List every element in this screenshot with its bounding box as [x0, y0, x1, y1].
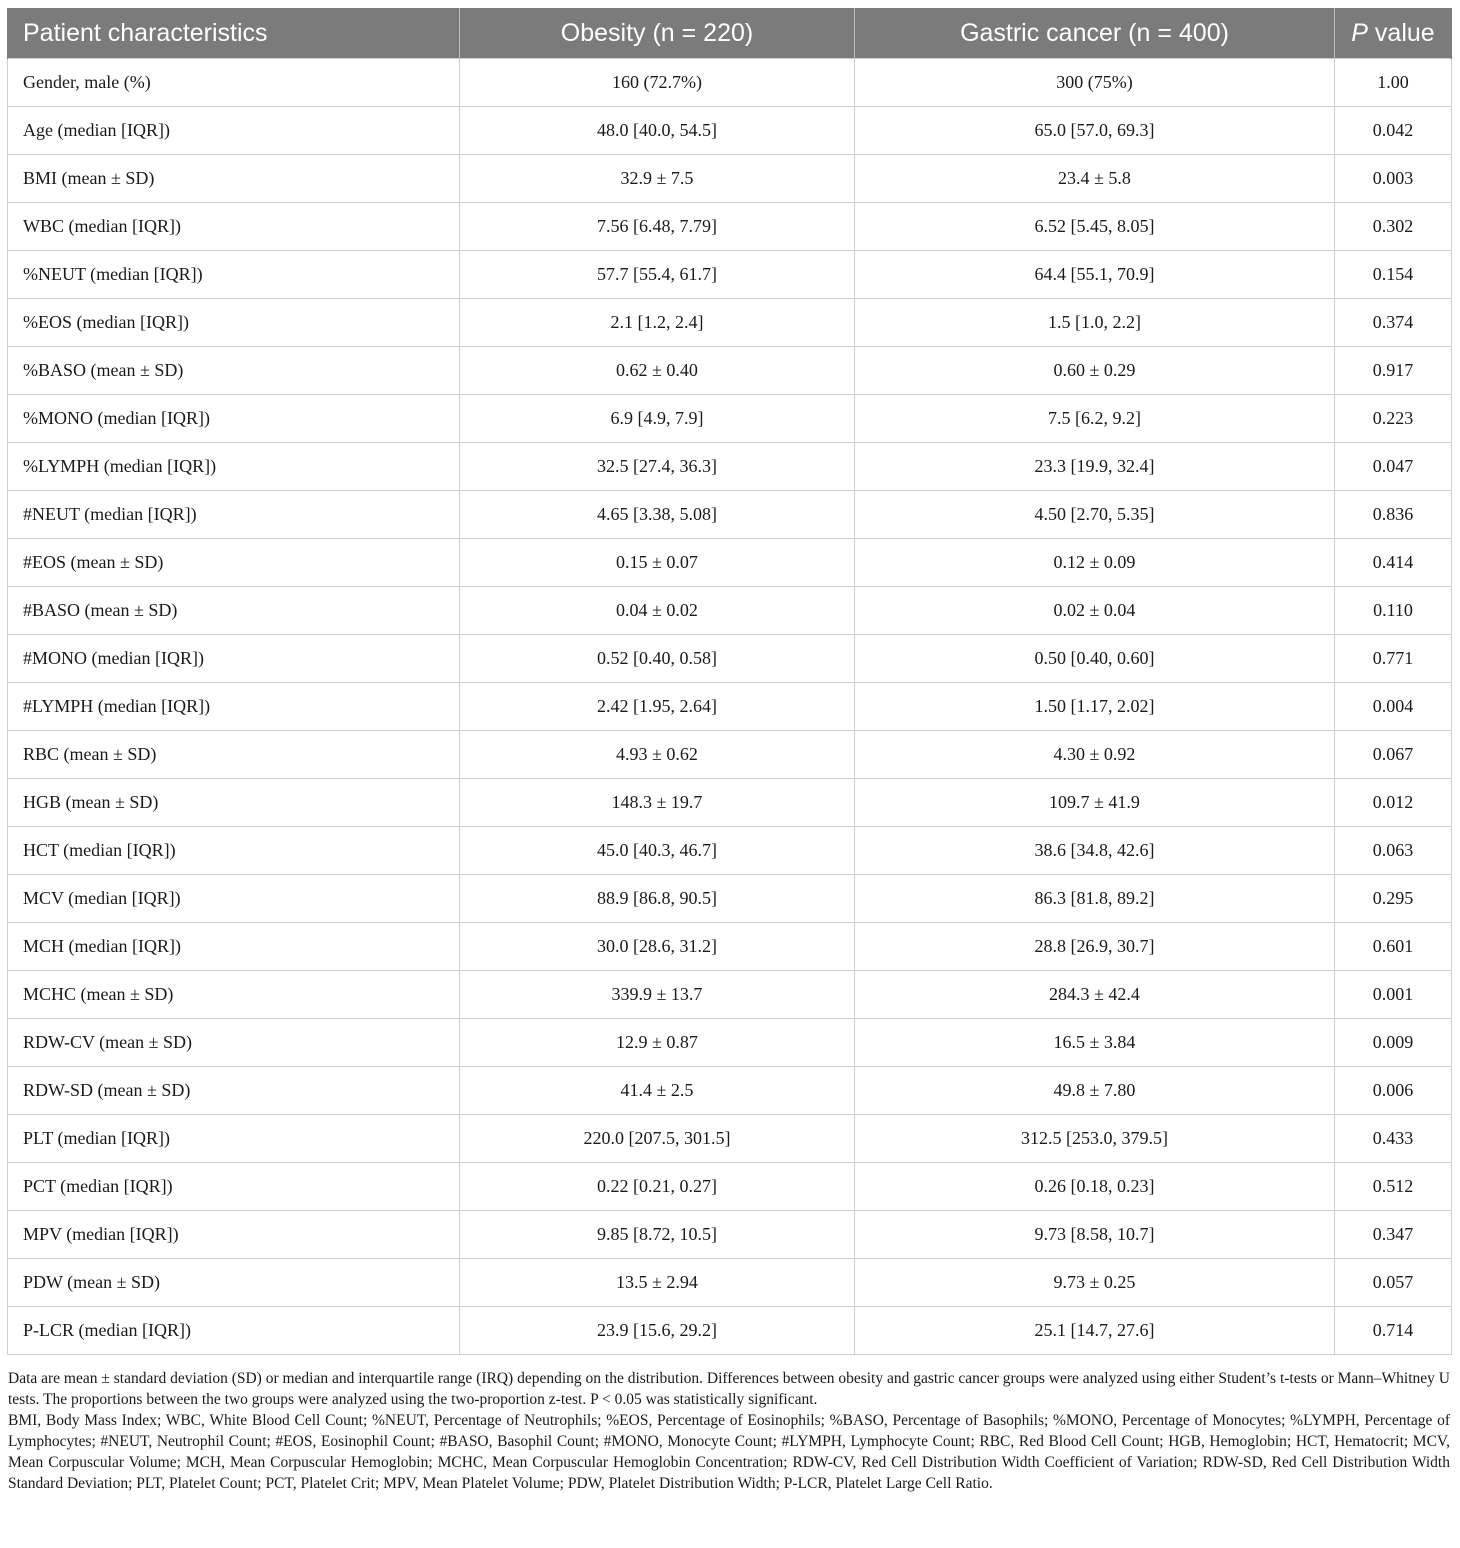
cell-p-value: 0.223	[1335, 395, 1452, 443]
table-row	[8, 1019, 1452, 1067]
cell-characteristic: %LYMPH (median [IQR])	[8, 443, 460, 491]
table-row	[8, 1211, 1452, 1259]
cell-obesity: 88.9 [86.8, 90.5]	[460, 875, 855, 923]
cell-gastric-cancer: 4.30 ± 0.92	[855, 731, 1335, 779]
cell-obesity: 4.65 [3.38, 5.08]	[460, 491, 855, 539]
cell-gastric-cancer: 9.73 [8.58, 10.7]	[855, 1211, 1335, 1259]
table-row	[8, 875, 1452, 923]
cell-p-value: 0.295	[1335, 875, 1452, 923]
cell-p-value: 0.067	[1335, 731, 1452, 779]
cell-gastric-cancer: 0.02 ± 0.04	[855, 587, 1335, 635]
cell-gastric-cancer: 38.6 [34.8, 42.6]	[855, 827, 1335, 875]
cell-gastric-cancer: 65.0 [57.0, 69.3]	[855, 107, 1335, 155]
cell-characteristic: HCT (median [IQR])	[8, 827, 460, 875]
cell-gastric-cancer: 0.50 [0.40, 0.60]	[855, 635, 1335, 683]
table-row	[8, 779, 1452, 827]
cell-obesity: 57.7 [55.4, 61.7]	[460, 251, 855, 299]
table-row	[8, 299, 1452, 347]
cell-characteristic: MCH (median [IQR])	[8, 923, 460, 971]
cell-characteristic: P-LCR (median [IQR])	[8, 1307, 460, 1355]
cell-obesity: 32.5 [27.4, 36.3]	[460, 443, 855, 491]
cell-gastric-cancer: 86.3 [81.8, 89.2]	[855, 875, 1335, 923]
header-p-rest: value	[1367, 18, 1435, 47]
cell-p-value: 0.917	[1335, 347, 1452, 395]
cell-p-value: 0.047	[1335, 443, 1452, 491]
cell-gastric-cancer: 23.3 [19.9, 32.4]	[855, 443, 1335, 491]
cell-characteristic: #EOS (mean ± SD)	[8, 539, 460, 587]
table-row	[8, 395, 1452, 443]
cell-p-value: 0.771	[1335, 635, 1452, 683]
cell-gastric-cancer: 6.52 [5.45, 8.05]	[855, 203, 1335, 251]
cell-p-value: 0.601	[1335, 923, 1452, 971]
cell-characteristic: MPV (median [IQR])	[8, 1211, 460, 1259]
cell-gastric-cancer: 109.7 ± 41.9	[855, 779, 1335, 827]
cell-obesity: 2.1 [1.2, 2.4]	[460, 299, 855, 347]
table-row	[8, 443, 1452, 491]
table-row	[8, 1115, 1452, 1163]
header-obesity: Obesity (n = 220)	[460, 8, 855, 59]
cell-p-value: 0.110	[1335, 587, 1452, 635]
cell-obesity: 9.85 [8.72, 10.5]	[460, 1211, 855, 1259]
cell-obesity: 6.9 [4.9, 7.9]	[460, 395, 855, 443]
cell-obesity: 32.9 ± 7.5	[460, 155, 855, 203]
cell-characteristic: RDW-CV (mean ± SD)	[8, 1019, 460, 1067]
cell-characteristic: %MONO (median [IQR])	[8, 395, 460, 443]
footnote-abbreviations: BMI, Body Mass Index; WBC, White Blood Cell Count; %NEUT, Percentage of Neutrophils; %EOS, Percentage of Eosinophils; %BASO, Percentage of Basophils; %MONO, Percentage of Monocytes; %LYMPH, Percentage of Lymphocytes; #NEUT, Neutrophil Count; #EOS, Eosinophil Count; #BASO, Basophil Count; #MONO, Monocyte Count; #LYMPH, Lymphocyte Count; RBC, Red Blood Cell Count; HGB, Hemoglobin; HCT, Hematocrit; MCV, Mean Corpuscular Volume; MCH, Mean Corpuscular Hemoglobin; MCHC, Mean Corpuscular Hemoglobin Concentration; RDW-CV, Red Cell Distribution Width Coefficient of Variation; RDW-SD, Red Cell Distribution Width Standard Deviation; PLT, Platelet Count; PCT, Platelet Crit; MPV, Mean Platelet Volume; PDW, Platelet Distribution Width; P-LCR, Platelet Large Cell Ratio.	[8, 1412, 1450, 1492]
cell-p-value: 0.009	[1335, 1019, 1452, 1067]
table-row	[8, 635, 1452, 683]
table-row	[8, 971, 1452, 1019]
cell-obesity: 12.9 ± 0.87	[460, 1019, 855, 1067]
cell-characteristic: %NEUT (median [IQR])	[8, 251, 460, 299]
patient-characteristics-table	[7, 8, 1452, 1355]
cell-characteristic: PCT (median [IQR])	[8, 1163, 460, 1211]
cell-gastric-cancer: 0.26 [0.18, 0.23]	[855, 1163, 1335, 1211]
cell-p-value: 0.512	[1335, 1163, 1452, 1211]
cell-p-value: 0.063	[1335, 827, 1452, 875]
cell-obesity: 4.93 ± 0.62	[460, 731, 855, 779]
cell-p-value: 1.00	[1335, 59, 1452, 107]
cell-characteristic: %BASO (mean ± SD)	[8, 347, 460, 395]
cell-gastric-cancer: 16.5 ± 3.84	[855, 1019, 1335, 1067]
cell-characteristic: MCHC (mean ± SD)	[8, 971, 460, 1019]
cell-p-value: 0.004	[1335, 683, 1452, 731]
table-row	[8, 347, 1452, 395]
table-body	[8, 59, 1452, 1355]
header-p-value	[1335, 8, 1452, 59]
cell-characteristic: WBC (median [IQR])	[8, 203, 460, 251]
cell-obesity: 48.0 [40.0, 54.5]	[460, 107, 855, 155]
cell-p-value: 0.374	[1335, 299, 1452, 347]
cell-obesity: 160 (72.7%)	[460, 59, 855, 107]
cell-characteristic: PDW (mean ± SD)	[8, 1259, 460, 1307]
table-header	[8, 8, 1452, 59]
cell-p-value: 0.836	[1335, 491, 1452, 539]
table-row	[8, 683, 1452, 731]
footnote-methods: Data are mean ± standard deviation (SD) or median and interquartile range (IRQ) depending on the distribution. Differences between obesity and gastric cancer groups were analyzed using either Student’s t-tests or Mann–Whitney U tests. The proportions between the two groups were analyzed using the two-proportion z-test. P < 0.05 was statistically significant.	[8, 1370, 1450, 1408]
cell-obesity: 148.3 ± 19.7	[460, 779, 855, 827]
cell-characteristic: #BASO (mean ± SD)	[8, 587, 460, 635]
table-row	[8, 1307, 1452, 1355]
table-row	[8, 923, 1452, 971]
table-row	[8, 827, 1452, 875]
cell-p-value: 0.302	[1335, 203, 1452, 251]
cell-gastric-cancer: 49.8 ± 7.80	[855, 1067, 1335, 1115]
cell-gastric-cancer: 0.12 ± 0.09	[855, 539, 1335, 587]
cell-obesity: 41.4 ± 2.5	[460, 1067, 855, 1115]
cell-obesity: 23.9 [15.6, 29.2]	[460, 1307, 855, 1355]
cell-obesity: 0.62 ± 0.40	[460, 347, 855, 395]
table-footnotes	[7, 1368, 1451, 1494]
table-row	[8, 107, 1452, 155]
cell-obesity: 2.42 [1.95, 2.64]	[460, 683, 855, 731]
cell-characteristic: BMI (mean ± SD)	[8, 155, 460, 203]
table-row	[8, 251, 1452, 299]
cell-gastric-cancer: 7.5 [6.2, 9.2]	[855, 395, 1335, 443]
cell-gastric-cancer: 23.4 ± 5.8	[855, 155, 1335, 203]
cell-characteristic: RDW-SD (mean ± SD)	[8, 1067, 460, 1115]
cell-characteristic: PLT (median [IQR])	[8, 1115, 460, 1163]
cell-p-value: 0.001	[1335, 971, 1452, 1019]
cell-obesity: 30.0 [28.6, 31.2]	[460, 923, 855, 971]
cell-p-value: 0.433	[1335, 1115, 1452, 1163]
cell-gastric-cancer: 0.60 ± 0.29	[855, 347, 1335, 395]
cell-characteristic: HGB (mean ± SD)	[8, 779, 460, 827]
table-row	[8, 203, 1452, 251]
cell-characteristic: MCV (median [IQR])	[8, 875, 460, 923]
table-row	[8, 539, 1452, 587]
table-row	[8, 731, 1452, 779]
cell-gastric-cancer: 1.50 [1.17, 2.02]	[855, 683, 1335, 731]
cell-characteristic: Gender, male (%)	[8, 59, 460, 107]
header-patient-characteristics: Patient characteristics	[8, 8, 460, 59]
cell-obesity: 7.56 [6.48, 7.79]	[460, 203, 855, 251]
cell-obesity: 0.22 [0.21, 0.27]	[460, 1163, 855, 1211]
table-row	[8, 59, 1452, 107]
cell-gastric-cancer: 284.3 ± 42.4	[855, 971, 1335, 1019]
cell-p-value: 0.006	[1335, 1067, 1452, 1115]
cell-characteristic: #LYMPH (median [IQR])	[8, 683, 460, 731]
cell-p-value: 0.154	[1335, 251, 1452, 299]
table-row	[8, 1259, 1452, 1307]
cell-characteristic: RBC (mean ± SD)	[8, 731, 460, 779]
cell-p-value: 0.042	[1335, 107, 1452, 155]
cell-obesity: 0.52 [0.40, 0.58]	[460, 635, 855, 683]
cell-gastric-cancer: 9.73 ± 0.25	[855, 1259, 1335, 1307]
cell-gastric-cancer: 25.1 [14.7, 27.6]	[855, 1307, 1335, 1355]
table-row	[8, 155, 1452, 203]
cell-obesity: 0.04 ± 0.02	[460, 587, 855, 635]
cell-p-value: 0.414	[1335, 539, 1452, 587]
cell-p-value: 0.347	[1335, 1211, 1452, 1259]
cell-p-value: 0.714	[1335, 1307, 1452, 1355]
cell-p-value: 0.003	[1335, 155, 1452, 203]
cell-characteristic: #MONO (median [IQR])	[8, 635, 460, 683]
header-row	[8, 8, 1452, 59]
cell-obesity: 45.0 [40.3, 46.7]	[460, 827, 855, 875]
header-p-letter: P	[1351, 18, 1368, 47]
cell-obesity: 220.0 [207.5, 301.5]	[460, 1115, 855, 1163]
cell-obesity: 13.5 ± 2.94	[460, 1259, 855, 1307]
cell-gastric-cancer: 64.4 [55.1, 70.9]	[855, 251, 1335, 299]
cell-obesity: 0.15 ± 0.07	[460, 539, 855, 587]
table-row	[8, 587, 1452, 635]
header-gastric-cancer: Gastric cancer (n = 400)	[855, 8, 1335, 59]
cell-gastric-cancer: 4.50 [2.70, 5.35]	[855, 491, 1335, 539]
cell-p-value: 0.057	[1335, 1259, 1452, 1307]
cell-gastric-cancer: 1.5 [1.0, 2.2]	[855, 299, 1335, 347]
cell-obesity: 339.9 ± 13.7	[460, 971, 855, 1019]
cell-p-value: 0.012	[1335, 779, 1452, 827]
cell-gastric-cancer: 312.5 [253.0, 379.5]	[855, 1115, 1335, 1163]
table-row	[8, 1163, 1452, 1211]
cell-characteristic: Age (median [IQR])	[8, 107, 460, 155]
cell-characteristic: #NEUT (median [IQR])	[8, 491, 460, 539]
table-row	[8, 1067, 1452, 1115]
table-container	[7, 8, 1451, 1494]
cell-gastric-cancer: 28.8 [26.9, 30.7]	[855, 923, 1335, 971]
cell-characteristic: %EOS (median [IQR])	[8, 299, 460, 347]
cell-gastric-cancer: 300 (75%)	[855, 59, 1335, 107]
table-row	[8, 491, 1452, 539]
